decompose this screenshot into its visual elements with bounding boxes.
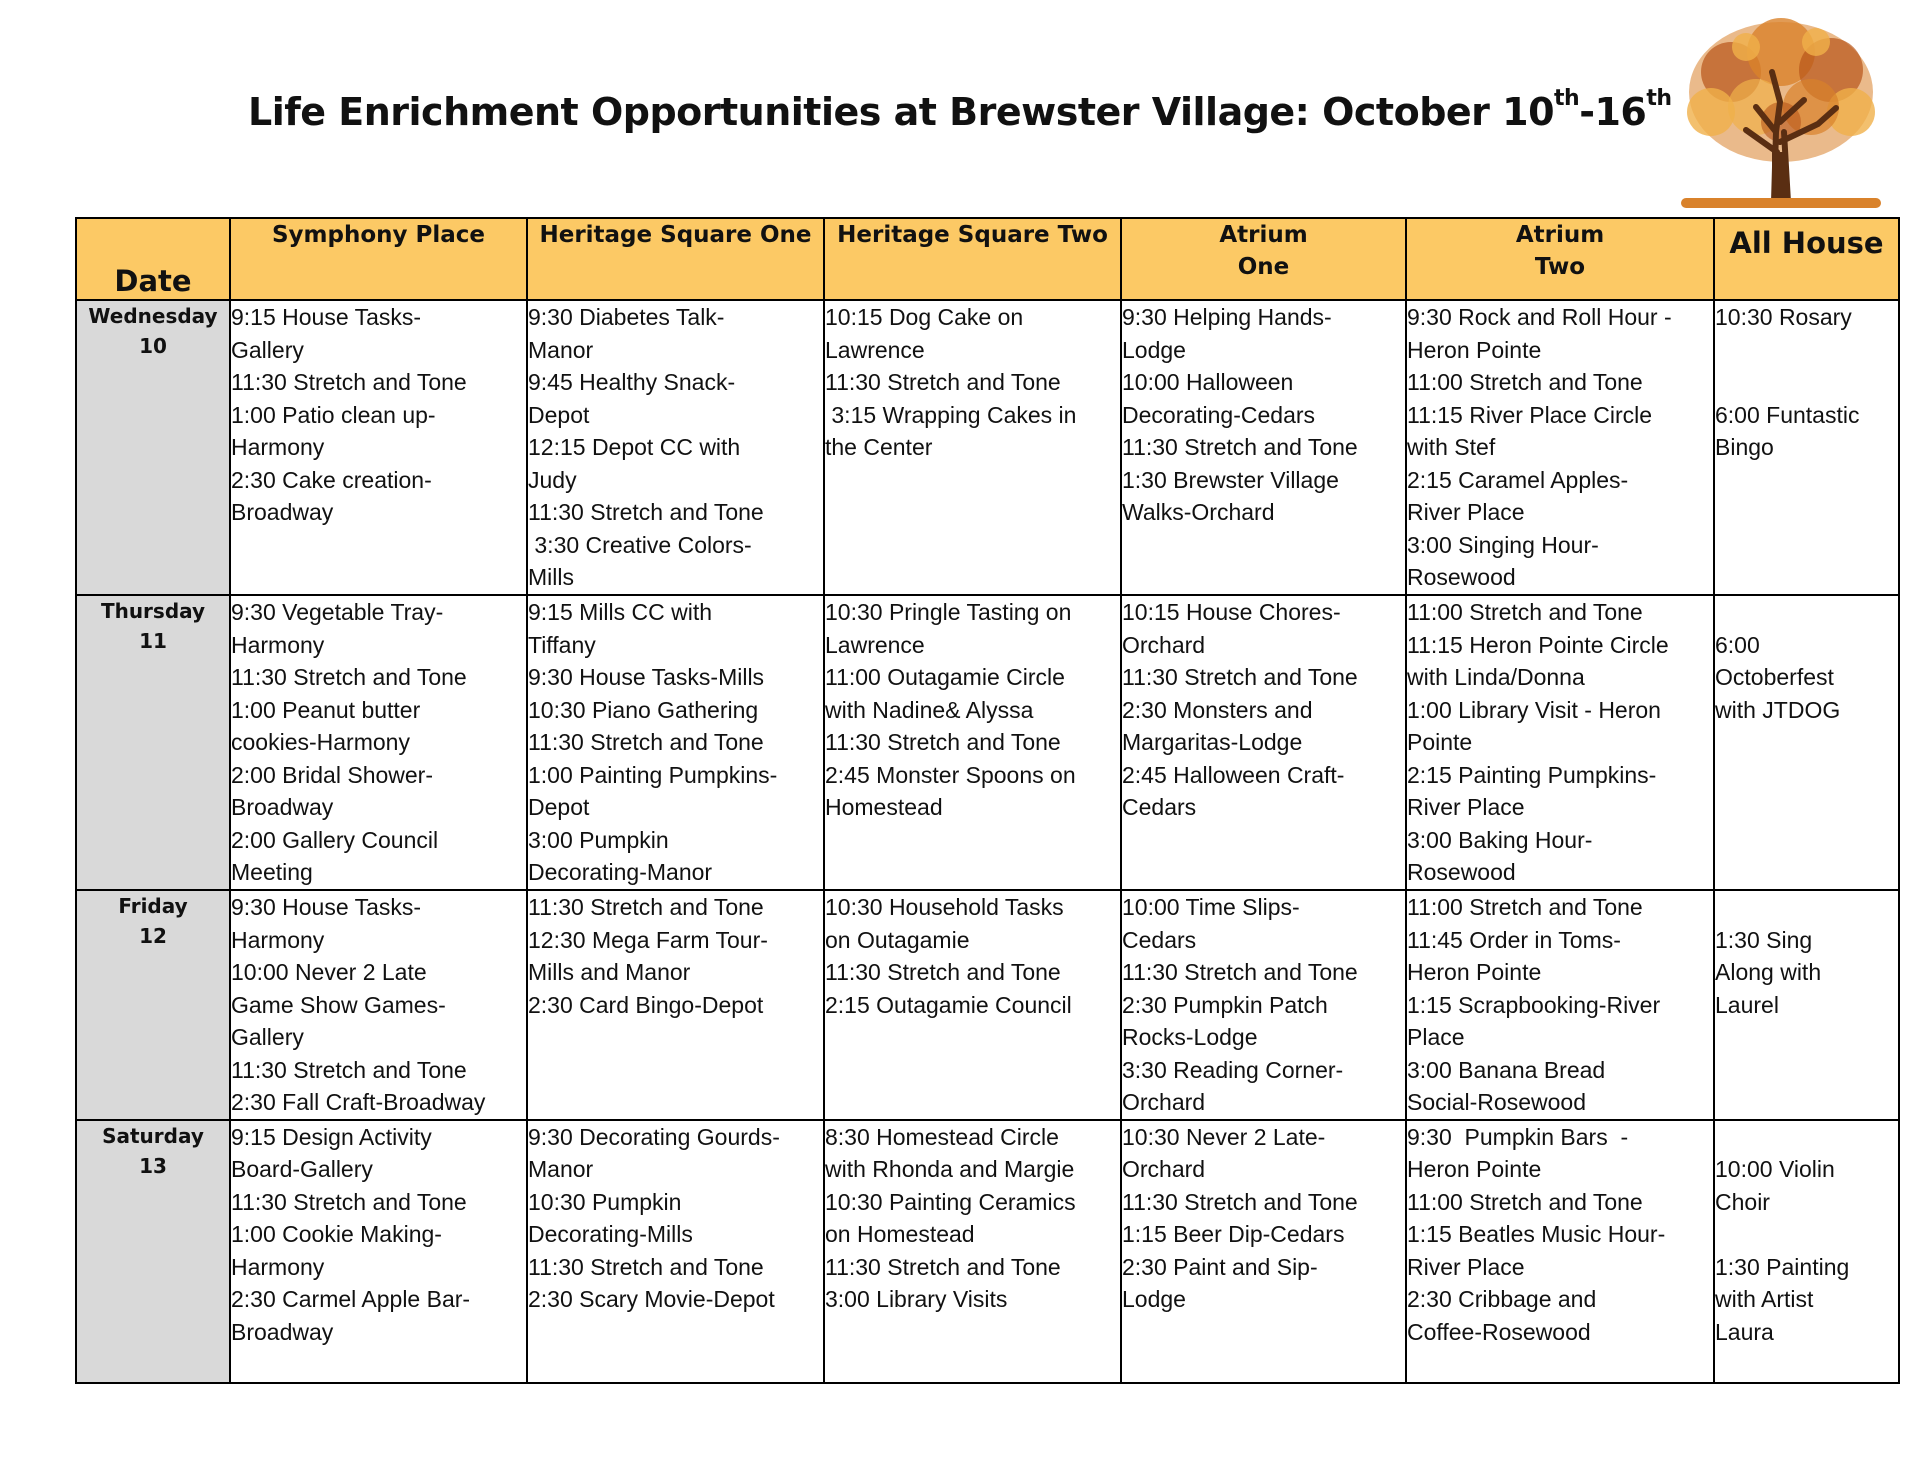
activity-line: 2:30 Scary Movie-Depot	[528, 1286, 775, 1312]
activity-line: 6:00	[1715, 631, 1760, 658]
header-symphony-place	[230, 218, 527, 300]
activity-line: 2:30 Carmel Apple Bar-	[231, 1286, 471, 1312]
activity-line: 11:30 Stretch and Tone	[825, 1253, 1061, 1280]
activity-line: Heron Pointe	[1407, 336, 1542, 363]
title-main: Life Enrichment Opportunities at Brewster Village: October 10	[248, 90, 1555, 134]
activity-cell-heritage-square-one	[527, 595, 824, 890]
activity-line: 11:30 Stretch and Tone	[231, 369, 467, 395]
activity-line: 12:15 Depot CC with	[528, 434, 741, 460]
activity-line: 11:30 Stretch and Tone	[1122, 959, 1358, 985]
activity-line: 11:30 Stretch and Tone	[528, 1253, 764, 1280]
activity-line: 10:30 Household Tasks	[825, 894, 1064, 920]
activity-cell-heritage-square-one	[527, 1120, 824, 1383]
activity-line: 3:00 Banana Bread	[1407, 1056, 1606, 1083]
activity-line: Orchard	[1122, 1156, 1206, 1182]
activity-line: 9:30 Decorating Gourds-	[528, 1123, 780, 1150]
activity-line: 11:30 Stretch and Tone	[825, 369, 1061, 395]
activity-line: 10:30 Never 2 Late-	[1122, 1123, 1326, 1150]
activity-line: cookies-Harmony	[231, 729, 410, 755]
activity-line: 9:30 Helping Hands-	[1122, 304, 1332, 330]
activity-line: Lodge	[1122, 336, 1186, 363]
autumn-tree-icon	[1676, 12, 1886, 212]
header-line: Symphony Place	[271, 222, 486, 248]
schedule-row	[76, 595, 1899, 890]
activity-line: 11:15 River Place Circle	[1407, 401, 1653, 428]
header-all-house	[1714, 218, 1899, 300]
activity-line: Lawrence	[825, 336, 925, 363]
activity-line: 9:30 Rock and Roll Hour -	[1407, 304, 1672, 330]
header-atrium-one	[1121, 218, 1406, 300]
activity-line: 1:00 Library Visit - Heron	[1407, 696, 1661, 723]
activity-line: Lodge	[1122, 1286, 1186, 1312]
activity-line: Manor	[528, 1156, 594, 1182]
title-sup-1: th	[1554, 86, 1580, 112]
activity-line: 3:30 Reading Corner-	[1122, 1056, 1344, 1083]
activity-line: Mills and Manor	[528, 959, 691, 985]
activity-cell-symphony-place	[230, 595, 527, 890]
activity-cell-atrium-two	[1406, 300, 1714, 595]
activity-line: Coffee-Rosewood	[1407, 1318, 1591, 1345]
header-line: Two	[1534, 254, 1586, 280]
activity-line: 11:15 Heron Pointe Circle	[1407, 631, 1669, 658]
activity-line: 11:30 Stretch and Tone	[825, 959, 1061, 985]
activity-line: Judy	[528, 466, 577, 493]
activity-line: 9:15 Design Activity	[231, 1123, 432, 1150]
activity-line: Octoberfest	[1715, 664, 1834, 690]
activity-line: 9:30 Pumpkin Bars -	[1407, 1123, 1629, 1150]
activity-line: Harmony	[231, 631, 325, 658]
activity-line: 2:15 Caramel Apples-	[1407, 466, 1629, 493]
activity-line: 2:15 Painting Pumpkins-	[1407, 761, 1657, 788]
activity-line	[1715, 1121, 1898, 1154]
activity-line: Social-Rosewood	[1407, 1089, 1586, 1115]
activity-line: Mills	[528, 564, 574, 590]
activity-line: Broadway	[231, 499, 334, 525]
date-cell	[76, 595, 230, 890]
activity-line: on Homestead	[825, 1221, 975, 1247]
activity-line: with Linda/Donna	[1407, 664, 1585, 690]
activity-line: Decorating-Manor	[528, 859, 713, 885]
activity-cell-atrium-one	[1121, 300, 1406, 595]
header-line: One	[1237, 254, 1290, 280]
activity-line: 3:00 Baking Hour-	[1407, 826, 1593, 853]
activity-line: Broadway	[231, 1318, 334, 1345]
activity-line: Gallery	[231, 336, 304, 363]
activity-line: 11:30 Stretch and Tone	[231, 1056, 467, 1083]
day-name: Saturday	[102, 1123, 204, 1148]
activity-line: Harmony	[231, 926, 325, 953]
activity-line: 9:30 Diabetes Talk-	[528, 304, 725, 330]
activity-cell-symphony-place	[230, 1120, 527, 1383]
leaf-ground	[1681, 198, 1881, 208]
activity-cell-all-house	[1714, 890, 1899, 1120]
activity-line: 2:15 Outagamie Council	[825, 991, 1072, 1018]
activity-line: 11:30 Stretch and Tone	[231, 1188, 467, 1215]
activity-line	[1715, 1218, 1898, 1251]
header-line: Heritage Square One	[539, 222, 812, 248]
activity-line: Depot	[528, 401, 590, 428]
activity-line: Board-Gallery	[231, 1156, 373, 1182]
activity-line: 11:00 Stretch and Tone	[1407, 1188, 1643, 1215]
activity-line: 1:00 Painting Pumpkins-	[528, 761, 778, 788]
activity-line: 3:00 Singing Hour-	[1407, 531, 1599, 558]
activity-line: Harmony	[231, 1253, 325, 1280]
header-heritage-square-one	[527, 218, 824, 300]
activity-line: Walks-Orchard	[1122, 499, 1275, 525]
activity-line: Rosewood	[1407, 564, 1516, 590]
activity-line: 1:30 Brewster Village	[1122, 466, 1339, 493]
activity-line: Meeting	[231, 859, 313, 885]
activity-line: 2:00 Gallery Council	[231, 826, 439, 853]
title-sup-2: th	[1646, 86, 1672, 112]
activity-cell-atrium-one	[1121, 595, 1406, 890]
activity-line: with Artist	[1715, 1286, 1814, 1312]
activity-line	[1715, 891, 1898, 924]
date-cell	[76, 890, 230, 1120]
activity-line: 2:30 Card Bingo-Depot	[528, 991, 764, 1018]
page-title	[248, 86, 1672, 134]
activity-line: 1:30 Painting	[1715, 1253, 1850, 1280]
activity-line	[1715, 334, 1898, 367]
activity-line: 10:15 Dog Cake on	[825, 304, 1024, 330]
activity-cell-heritage-square-one	[527, 890, 824, 1120]
activity-line: 11:30 Stretch and Tone	[1122, 664, 1358, 690]
activity-cell-all-house	[1714, 595, 1899, 890]
activity-cell-all-house	[1714, 1120, 1899, 1383]
activity-line: River Place	[1407, 794, 1525, 820]
activity-line: 11:00 Stretch and Tone	[1407, 369, 1643, 395]
activity-line: 10:00 Never 2 Late	[231, 959, 427, 985]
schedule-row	[76, 300, 1899, 595]
activity-line: Heron Pointe	[1407, 1156, 1542, 1182]
activity-line: 11:00 Stretch and Tone	[1407, 599, 1643, 625]
activity-line: with Stef	[1407, 434, 1496, 460]
activity-line: with Nadine& Alyssa	[825, 696, 1034, 723]
activity-cell-atrium-one	[1121, 890, 1406, 1120]
activity-cell-heritage-square-two	[824, 890, 1121, 1120]
activity-line: 1:15 Beatles Music Hour-	[1407, 1221, 1666, 1247]
activity-line: Orchard	[1122, 1089, 1206, 1115]
activity-line: 2:00 Bridal Shower-	[231, 761, 433, 788]
activity-line: Pointe	[1407, 729, 1473, 755]
activity-line: 10:00 Halloween	[1122, 369, 1294, 395]
activity-line: Along with	[1715, 959, 1822, 985]
activity-cell-all-house	[1714, 300, 1899, 595]
activity-line: Game Show Games-	[231, 991, 446, 1018]
date-cell	[76, 300, 230, 595]
day-number: 13	[139, 1153, 167, 1178]
activity-line: 11:30 Stretch and Tone	[231, 664, 467, 690]
activity-line	[1715, 596, 1898, 629]
activity-line: Place	[1407, 1024, 1465, 1050]
activity-line: Decorating-Mills	[528, 1221, 693, 1247]
activity-line: 2:45 Monster Spoons on	[825, 761, 1076, 788]
activity-line: Tiffany	[528, 631, 596, 658]
activity-line: 2:30 Cake creation-	[231, 466, 432, 493]
activity-line: Homestead	[825, 794, 943, 820]
header-line: Atrium	[1219, 222, 1308, 248]
activity-line: 1:30 Sing	[1715, 926, 1813, 953]
tree-trunk-base	[1772, 152, 1788, 202]
activity-line: 2:30 Fall Craft-Broadway	[231, 1089, 486, 1115]
activity-line: Lawrence	[825, 631, 925, 658]
activity-line: on Outagamie	[825, 926, 970, 953]
activity-line: 11:00 Stretch and Tone	[1407, 894, 1643, 920]
activity-line: 11:30 Stretch and Tone	[528, 499, 764, 525]
activity-line: 11:45 Order in Toms-	[1407, 926, 1621, 953]
header-line: All House	[1729, 226, 1884, 260]
activity-line: 9:30 House Tasks-Mills	[528, 664, 765, 690]
activity-line: 2:30 Cribbage and	[1407, 1286, 1597, 1312]
activity-line: 3:00 Pumpkin	[528, 826, 669, 853]
activity-cell-atrium-two	[1406, 595, 1714, 890]
activity-line: 11:00 Outagamie Circle	[825, 664, 1065, 690]
activity-line: 2:30 Pumpkin Patch	[1122, 991, 1328, 1018]
activity-line: 1:00 Patio clean up-	[231, 401, 436, 428]
activity-line	[1715, 366, 1898, 399]
activity-cell-atrium-two	[1406, 890, 1714, 1120]
activity-line: Broadway	[231, 794, 334, 820]
activity-line: Bingo	[1715, 434, 1774, 460]
activity-line: Choir	[1715, 1188, 1770, 1215]
activity-line: 3:30 Creative Colors-	[528, 531, 752, 558]
day-number: 11	[139, 629, 167, 653]
date-cell	[76, 1120, 230, 1383]
activity-line: 11:30 Stretch and Tone	[1122, 1188, 1358, 1215]
activity-cell-atrium-one	[1121, 1120, 1406, 1383]
activity-line: 11:30 Stretch and Tone	[528, 729, 764, 755]
header-atrium-two	[1406, 218, 1714, 300]
activity-cell-heritage-square-two	[824, 300, 1121, 595]
schedule-row	[76, 1120, 1899, 1383]
day-name: Friday	[118, 894, 188, 918]
activity-line: 6:00 Funtastic	[1715, 401, 1860, 428]
activity-line: 9:15 Mills CC with	[528, 599, 713, 625]
activity-line: 1:15 Beer Dip-Cedars	[1122, 1221, 1345, 1247]
day-number: 10	[139, 334, 167, 358]
activity-line: with JTDOG	[1715, 696, 1841, 723]
activity-line: 11:30 Stretch and Tone	[1122, 434, 1358, 460]
activity-line: 10:30 Rosary	[1715, 304, 1852, 330]
activity-line: River Place	[1407, 1253, 1525, 1280]
activity-line: 9:30 House Tasks-	[231, 894, 422, 920]
activity-line: Harmony	[231, 434, 325, 460]
activity-line: 10:00 Time Slips-	[1122, 894, 1300, 920]
activity-line: 11:30 Stretch and Tone	[825, 729, 1061, 755]
activity-line: Laurel	[1715, 991, 1779, 1018]
activity-line: 1:00 Peanut butter	[231, 696, 421, 723]
activity-cell-heritage-square-one	[527, 300, 824, 595]
day-name: Thursday	[100, 599, 206, 623]
activity-line: 9:45 Healthy Snack-	[528, 369, 736, 395]
activity-line: 2:30 Paint and Sip-	[1122, 1253, 1318, 1280]
activity-line: 10:00 Violin	[1715, 1156, 1835, 1182]
activity-line: Cedars	[1122, 926, 1197, 953]
activity-line: with Rhonda and Margie	[825, 1156, 1075, 1182]
schedule-row	[76, 890, 1899, 1120]
activity-line: 10:30 Piano Gathering	[528, 696, 759, 723]
activity-cell-symphony-place	[230, 300, 527, 595]
title-mid: -16	[1579, 90, 1647, 134]
activity-line: Gallery	[231, 1024, 304, 1050]
activity-line: Decorating-Cedars	[1122, 401, 1316, 428]
activity-cell-symphony-place	[230, 890, 527, 1120]
schedule-body	[76, 300, 1899, 1383]
activity-line: Manor	[528, 336, 594, 363]
activity-line: 9:30 Vegetable Tray-	[231, 599, 444, 625]
activity-line: River Place	[1407, 499, 1525, 525]
header-row	[76, 218, 1899, 300]
header-date: Date	[76, 218, 230, 300]
header-line: Atrium	[1515, 222, 1605, 248]
header-line: Heritage Square Two	[837, 222, 1108, 248]
activity-cell-heritage-square-two	[824, 595, 1121, 890]
activity-line: 10:30 Pringle Tasting on	[825, 599, 1072, 625]
activity-line: 3:00 Library Visits	[825, 1286, 1008, 1312]
activity-line: 10:30 Painting Ceramics	[825, 1188, 1076, 1215]
activity-line: 1:00 Cookie Making-	[231, 1221, 442, 1247]
activity-line: 11:30 Stretch and Tone	[528, 894, 764, 920]
activity-line: 10:15 House Chores-	[1122, 599, 1341, 625]
activity-line: Depot	[528, 794, 590, 820]
activity-line: 1:15 Scrapbooking-River	[1407, 991, 1661, 1018]
header-heritage-square-two	[824, 218, 1121, 300]
activity-line: Orchard	[1122, 631, 1206, 658]
day-name: Wednesday	[88, 304, 218, 328]
activity-line: Laura	[1715, 1318, 1774, 1345]
activity-line: Margaritas-Lodge	[1122, 729, 1303, 755]
activity-line: 10:30 Pumpkin	[528, 1188, 682, 1215]
activity-line: the Center	[825, 434, 933, 460]
activity-line: 12:30 Mega Farm Tour-	[528, 926, 768, 953]
activity-line: Rosewood	[1407, 859, 1516, 885]
activity-line: 3:15 Wrapping Cakes in	[825, 401, 1077, 428]
activity-line: 9:15 House Tasks-	[231, 304, 422, 330]
activity-line: 2:45 Halloween Craft-	[1122, 761, 1345, 788]
activity-cell-atrium-two	[1406, 1120, 1714, 1383]
activity-line: 8:30 Homestead Circle	[825, 1123, 1059, 1150]
activity-line: Rocks-Lodge	[1122, 1024, 1258, 1050]
day-number: 12	[139, 924, 167, 948]
activity-line: 2:30 Monsters and	[1122, 696, 1313, 723]
activity-line: Cedars	[1122, 794, 1197, 820]
schedule-table	[75, 217, 1900, 1384]
activity-line: Heron Pointe	[1407, 959, 1542, 985]
activity-cell-heritage-square-two	[824, 1120, 1121, 1383]
